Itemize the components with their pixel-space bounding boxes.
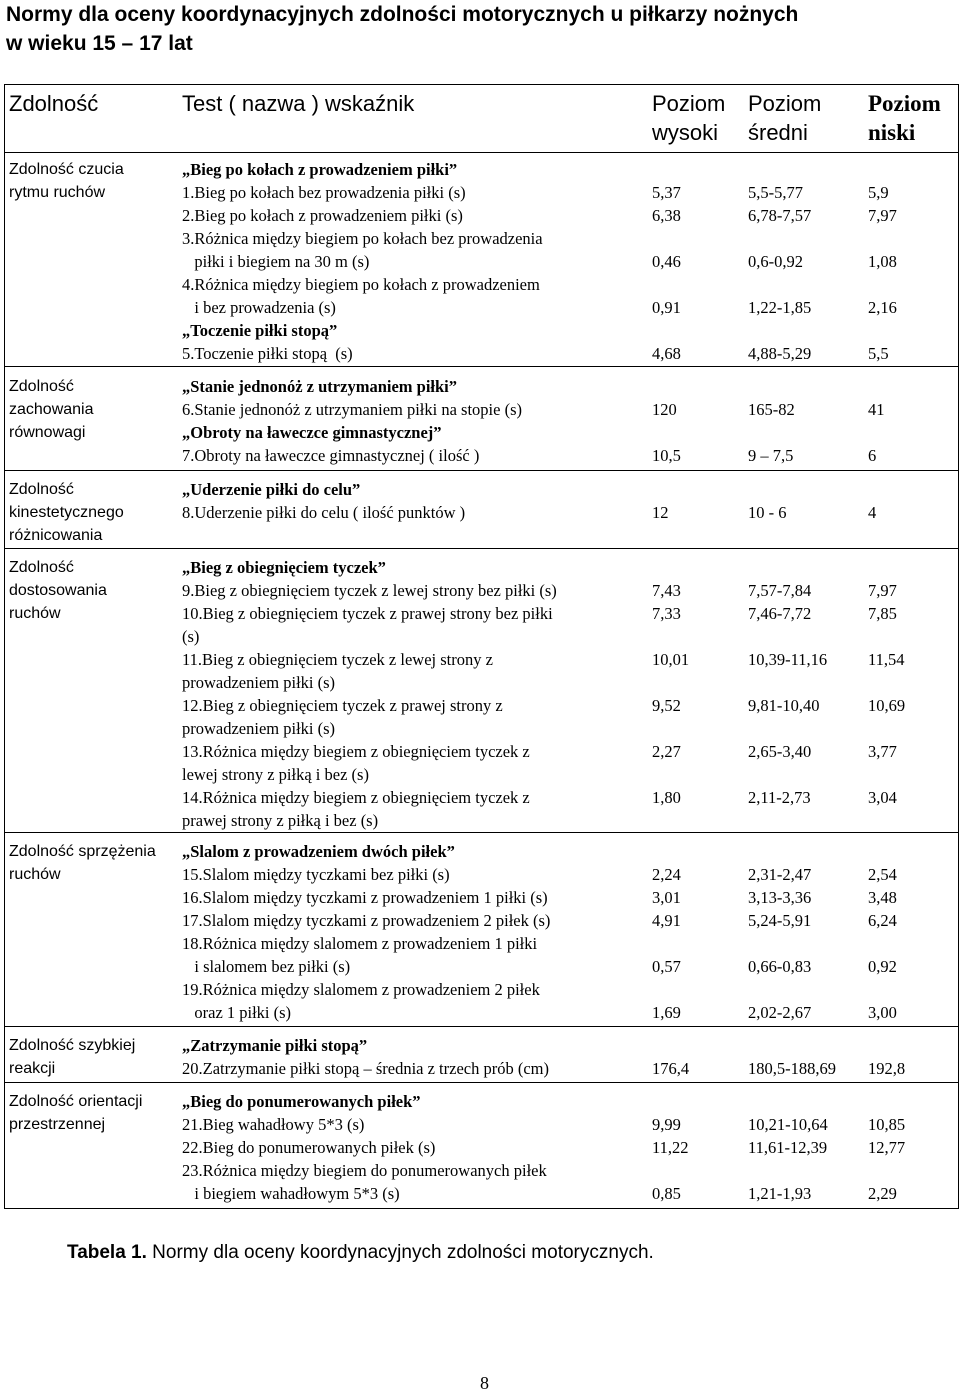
test-description: 19.Różnica między slalomem z prowadzeniem 2 piłek (182, 980, 540, 999)
level-mid-value: 10 - 6 (748, 503, 787, 522)
level-high-value: 7,33 (652, 604, 681, 623)
level-mid-value: 0,66-0,83 (748, 957, 812, 976)
level-high-value: 0,91 (652, 298, 681, 317)
ability-label: równowagi (9, 424, 86, 441)
caption-text: Normy dla oceny koordynacyjnych zdolności motorycznych. (146, 1242, 654, 1263)
test-description: 12.Bieg z obiegnięciem tyczek z prawej strony z (182, 696, 503, 715)
level-high-value: 9,52 (652, 696, 681, 715)
level-mid-value: 1,21-1,93 (748, 1184, 812, 1203)
level-low-value: 10,85 (868, 1115, 906, 1134)
ability-label: kinestetycznego (9, 504, 124, 521)
level-mid-value: 1,22-1,85 (748, 298, 812, 317)
level-low-value: 5,9 (868, 183, 889, 202)
level-mid-value: 4,88-5,29 (748, 344, 812, 363)
header-divider (4, 152, 959, 153)
test-description: 4.Różnica między biegiem po kołach z prowadzeniem (182, 275, 540, 294)
level-mid-value: 180,5-188,69 (748, 1059, 836, 1078)
ability-label: dostosowania (9, 582, 107, 599)
level-mid-value: 2,31-2,47 (748, 865, 812, 884)
test-description: 5.Toczenie piłki stopą (s) (182, 344, 353, 363)
test-description: 9.Bieg z obiegnięciem tyczek z lewej strony bez piłki (s) (182, 581, 557, 600)
header-mid-1: Poziom (748, 91, 822, 116)
level-low-value: 0,92 (868, 957, 897, 976)
level-high-value: 5,37 (652, 183, 681, 202)
level-mid-value: 7,57-7,84 (748, 581, 812, 600)
test-group-title: „Bieg po kołach z prowadzeniem piłki” (182, 160, 458, 179)
level-high-value: 0,46 (652, 252, 681, 271)
test-group-title: „Bieg z obiegnięciem tyczek” (182, 558, 386, 577)
test-description: 22.Bieg do ponumerowanych piłek (s) (182, 1138, 436, 1157)
group-divider (4, 1082, 959, 1083)
level-high-value: 120 (652, 400, 677, 419)
test-description: 3.Różnica między biegiem po kołach bez prowadzenia (182, 229, 543, 248)
ability-label: Zdolność orientacji (9, 1093, 143, 1110)
level-high-value: 12 (652, 503, 669, 522)
level-low-value: 10,69 (868, 696, 906, 715)
level-low-value: 2,54 (868, 865, 897, 884)
level-mid-value: 6,78-7,57 (748, 206, 812, 225)
level-mid-value: 2,02-2,67 (748, 1003, 812, 1022)
group-divider (4, 832, 959, 833)
level-mid-value: 9,81-10,40 (748, 696, 820, 715)
test-description: oraz 1 piłki (s) (182, 1003, 292, 1022)
level-low-value: 1,08 (868, 252, 897, 271)
ability-label: ruchów (9, 605, 61, 622)
test-description: 8.Uderzenie piłki do celu ( ilość punktów ) (182, 503, 466, 522)
level-mid-value: 5,5-5,77 (748, 183, 803, 202)
ability-label: Zdolność (9, 481, 74, 498)
header-ability: Zdolność (9, 91, 99, 116)
test-group-title: „Zatrzymanie piłki stopą” (182, 1036, 368, 1055)
ability-label: ruchów (9, 866, 61, 883)
level-mid-value: 5,24-5,91 (748, 911, 812, 930)
level-low-value: 7,97 (868, 206, 897, 225)
test-group-title: „Slalom z prowadzeniem dwóch piłek” (182, 842, 455, 861)
test-group-title: „Bieg do ponumerowanych piłek” (182, 1092, 421, 1111)
level-mid-value: 2,65-3,40 (748, 742, 812, 761)
title-line-1: Normy dla oceny koordynacyjnych zdolności motorycznych u piłkarzy nożnych (6, 3, 799, 26)
test-description: prowadzeniem piłki (s) (182, 719, 336, 738)
test-description: lewej strony z piłką i bez (s) (182, 765, 369, 784)
level-low-value: 6 (868, 446, 877, 465)
level-low-value: 41 (868, 400, 885, 419)
test-description: 10.Bieg z obiegnięciem tyczek z prawej strony bez piłki (182, 604, 553, 623)
level-high-value: 176,4 (652, 1059, 690, 1078)
test-description: 17.Slalom między tyczkami z prowadzeniem 2 piłek (s) (182, 911, 551, 930)
group-divider (4, 1026, 959, 1027)
test-description: i slalomem bez piłki (s) (182, 957, 351, 976)
test-description: prawej strony z piłką i bez (s) (182, 811, 379, 830)
level-high-value: 10,5 (652, 446, 681, 465)
level-low-value: 7,85 (868, 604, 897, 623)
test-group-title: „Stanie jednonóż z utrzymaniem piłki” (182, 377, 457, 396)
test-description: 18.Różnica między slalomem z prowadzeniem 1 piłki (182, 934, 538, 953)
test-group-title: „Obroty na ławeczce gimnastycznej” (182, 423, 442, 442)
ability-label: zachowania (9, 401, 94, 418)
test-description: 11.Bieg z obiegnięciem tyczek z lewej strony z (182, 650, 493, 669)
test-description: 21.Bieg wahadłowy 5*3 (s) (182, 1115, 365, 1134)
level-low-value: 3,77 (868, 742, 897, 761)
level-high-value: 7,43 (652, 581, 681, 600)
level-high-value: 1,80 (652, 788, 681, 807)
level-high-value: 4,91 (652, 911, 681, 930)
page-number: 8 (480, 1373, 489, 1393)
level-low-value: 2,29 (868, 1184, 897, 1203)
ability-label: Zdolność (9, 559, 74, 576)
level-low-value: 12,77 (868, 1138, 906, 1157)
test-description: 20.Zatrzymanie piłki stopą – średnia z trzech prób (cm) (182, 1059, 549, 1078)
level-mid-value: 165-82 (748, 400, 795, 419)
level-high-value: 6,38 (652, 206, 681, 225)
test-group-title: „Toczenie piłki stopą” (182, 321, 338, 340)
ability-label: reakcji (9, 1060, 56, 1077)
level-high-value: 1,69 (652, 1003, 681, 1022)
level-low-value: 11,54 (868, 650, 905, 669)
table-caption (67, 1239, 654, 1267)
level-high-value: 11,22 (652, 1138, 689, 1157)
group-divider (4, 548, 959, 549)
ability-label: Zdolność szybkiej (9, 1037, 136, 1054)
test-description: prowadzeniem piłki (s) (182, 673, 336, 692)
level-low-value: 2,16 (868, 298, 897, 317)
level-high-value: 2,27 (652, 742, 681, 761)
test-description: i bez prowadzenia (s) (182, 298, 336, 317)
header-high-1: Poziom (652, 91, 726, 116)
test-description: 6.Stanie jednonóż z utrzymaniem piłki na stopie (s) (182, 400, 522, 419)
level-high-value: 0,57 (652, 957, 681, 976)
level-low-value: 4 (868, 503, 877, 522)
ability-label: Zdolność (9, 378, 74, 395)
level-high-value: 4,68 (652, 344, 681, 363)
level-mid-value: 9 – 7,5 (748, 446, 794, 465)
norms-table (4, 84, 959, 1209)
test-description: 23.Różnica między biegiem do ponumerowanych piłek (182, 1161, 547, 1180)
level-mid-value: 10,39-11,16 (748, 650, 828, 669)
level-high-value: 9,99 (652, 1115, 681, 1134)
level-low-value: 7,97 (868, 581, 897, 600)
test-group-title: „Uderzenie piłki do celu” (182, 480, 361, 499)
ability-label: rytmu ruchów (9, 184, 106, 201)
page-title (6, 0, 798, 58)
group-divider (4, 366, 959, 367)
test-description: 7.Obroty na ławeczce gimnastycznej ( ilość ) (182, 446, 480, 465)
test-description: 13.Różnica między biegiem z obiegnięciem tyczek z (182, 742, 530, 761)
level-mid-value: 0,6-0,92 (748, 252, 803, 271)
caption-label: Tabela 1. (67, 1242, 147, 1263)
ability-label: różnicowania (9, 527, 103, 544)
ability-label: Zdolność czucia (9, 161, 124, 178)
level-mid-value: 2,11-2,73 (748, 788, 811, 807)
level-low-value: 3,04 (868, 788, 897, 807)
level-high-value: 0,85 (652, 1184, 681, 1203)
group-divider (4, 470, 959, 471)
test-description: 2.Bieg po kołach z prowadzeniem piłki (s) (182, 206, 463, 225)
header-test: Test ( nazwa ) wskaźnik (182, 91, 415, 116)
level-high-value: 10,01 (652, 650, 690, 669)
title-line-2: w wieku 15 – 17 lat (6, 32, 193, 55)
header-low-1: Poziom (868, 91, 941, 116)
level-low-value: 3,48 (868, 888, 897, 907)
test-description: 14.Różnica między biegiem z obiegnięciem tyczek z (182, 788, 530, 807)
level-low-value: 192,8 (868, 1059, 906, 1078)
test-description: 16.Slalom między tyczkami z prowadzeniem 1 piłki (s) (182, 888, 548, 907)
level-high-value: 3,01 (652, 888, 681, 907)
header-high-2: wysoki (652, 120, 719, 145)
test-description: (s) (182, 627, 200, 646)
test-description: 1.Bieg po kołach bez prowadzenia piłki (s) (182, 183, 466, 202)
test-description: i biegiem wahadłowym 5*3 (s) (182, 1184, 400, 1203)
level-low-value: 5,5 (868, 344, 889, 363)
level-mid-value: 10,21-10,64 (748, 1115, 828, 1134)
ability-label: Zdolność sprzężenia (9, 843, 156, 860)
header-low-2: niski (868, 120, 916, 145)
level-high-value: 2,24 (652, 865, 681, 884)
level-low-value: 6,24 (868, 911, 897, 930)
level-mid-value: 3,13-3,36 (748, 888, 812, 907)
level-mid-value: 11,61-12,39 (748, 1138, 828, 1157)
level-mid-value: 7,46-7,72 (748, 604, 812, 623)
header-mid-2: średni (748, 120, 808, 145)
test-description: 15.Slalom między tyczkami bez piłki (s) (182, 865, 450, 884)
ability-label: przestrzennej (9, 1116, 106, 1133)
test-description: piłki i biegiem na 30 m (s) (182, 252, 370, 271)
level-low-value: 3,00 (868, 1003, 897, 1022)
